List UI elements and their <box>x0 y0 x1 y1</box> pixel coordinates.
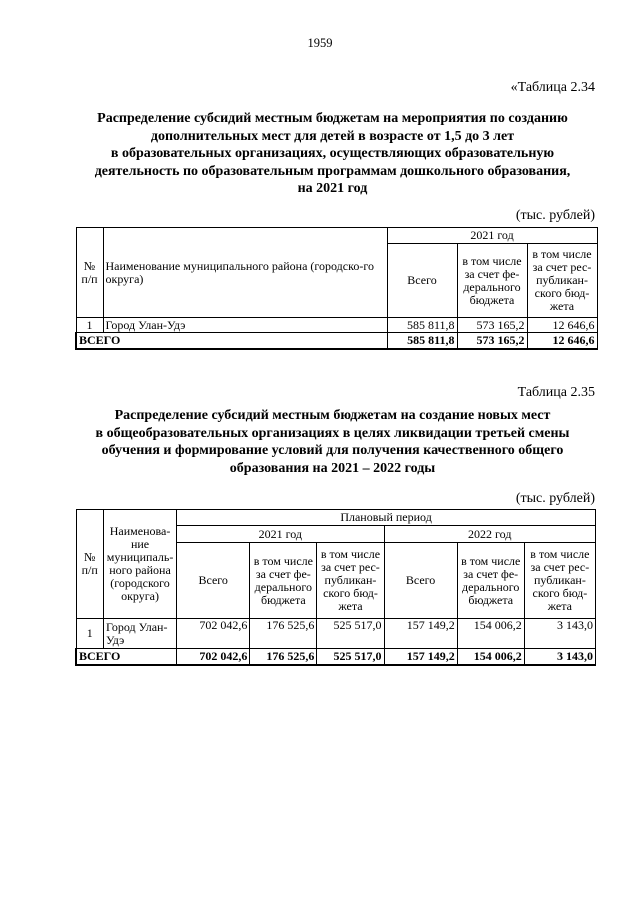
caption-line: образования на 2021 – 2022 годы <box>229 460 436 476</box>
total-federal-2021: 176 525,6 <box>250 649 317 665</box>
cell-num: 1 <box>76 619 103 649</box>
total-label: ВСЕГО <box>76 649 177 665</box>
cell-federal: 573 165,2 <box>457 318 527 333</box>
total-sum-2022: 157 149,2 <box>384 649 457 665</box>
caption-line: дополнительных мест для детей в возрасте от 1,5 до 3 лет <box>150 128 515 144</box>
caption-line: обучения и формирование условий для получения качественного общего <box>101 443 564 458</box>
cell-num: 1 <box>76 318 103 333</box>
total-sum: 585 811,8 <box>387 333 457 349</box>
page-number: 1959 <box>307 36 333 50</box>
caption-line: Распределение субсидий местным бюджетам на мероприятия по созданию <box>97 111 568 126</box>
table-label-2-35: Таблица 2.35 <box>517 385 595 400</box>
caption-line: на 2021 год <box>297 181 368 196</box>
header-federal-2022: в том числе за счет фе-дерального бюджета <box>457 543 524 619</box>
table-caption-2-34 <box>70 110 595 198</box>
header-period: Плановый период <box>177 510 596 526</box>
header-year: 2021 год <box>387 228 597 244</box>
caption-line: в общеобразовательных организациях в целях ликвидации третьей смены <box>95 425 570 441</box>
header-name: Наименование муниципального района (городско-го округа) <box>103 228 387 318</box>
cell-republic-2022: 3 143,0 <box>524 619 595 649</box>
cell-federal-2022: 154 006,2 <box>457 619 524 649</box>
header-num: № п/п <box>76 228 103 318</box>
unit-label: (тыс. рублей) <box>515 491 595 506</box>
cell-total-2021: 702 042,6 <box>177 619 250 649</box>
header-total-2022: Всего <box>384 543 457 619</box>
total-row <box>76 649 596 665</box>
total-row <box>76 333 597 349</box>
total-sum-2021: 702 042,6 <box>177 649 250 665</box>
total-label: ВСЕГО <box>76 333 387 349</box>
header-total: Всего <box>387 244 457 318</box>
header-name: Наименова-ние муниципаль-ного района (городского округа) <box>103 510 176 619</box>
caption-line: деятельность по образовательным программам дошкольного образования, <box>94 163 571 179</box>
header-federal: в том числе за счет фе-дерального бюджета <box>457 244 527 318</box>
unit-label: (тыс. рублей) <box>515 208 595 223</box>
cell-republic: 12 646,6 <box>527 318 597 333</box>
subsidy-table-2-34 <box>75 227 598 350</box>
total-republic-2021: 525 517,0 <box>317 649 384 665</box>
cell-federal-2021: 176 525,6 <box>250 619 317 649</box>
header-republic-2021: в том числе за счет рес-публикан-ского бюд-жета <box>317 543 384 619</box>
table-row <box>76 619 596 649</box>
caption-line: Распределение субсидий местным бюджетам на создание новых мест <box>114 408 551 423</box>
table-label-2-34: «Таблица 2.34 <box>510 80 595 95</box>
header-republic: в том числе за счет рес-публикан-ского бюд-жета <box>527 244 597 318</box>
cell-total-2022: 157 149,2 <box>384 619 457 649</box>
cell-republic-2021: 525 517,0 <box>317 619 384 649</box>
header-num: № п/п <box>76 510 103 619</box>
header-republic-2022: в том числе за счет рес-публикан-ского бюд-жета <box>524 543 595 619</box>
caption-line: в образовательных организациях, осуществляющих образовательную <box>110 146 555 161</box>
table-caption-2-35 <box>70 407 595 477</box>
total-republic: 12 646,6 <box>527 333 597 349</box>
total-federal-2022: 154 006,2 <box>457 649 524 665</box>
header-year-2021: 2021 год <box>177 526 384 543</box>
subsidy-table-2-35 <box>75 509 596 666</box>
total-republic-2022: 3 143,0 <box>524 649 595 665</box>
cell-total: 585 811,8 <box>387 318 457 333</box>
table-row <box>76 318 597 333</box>
header-federal-2021: в том числе за счет фе-дерального бюджета <box>250 543 317 619</box>
header-year-2022: 2022 год <box>384 526 596 543</box>
header-total-2021: Всего <box>177 543 250 619</box>
total-federal: 573 165,2 <box>457 333 527 349</box>
cell-name: Город Улан-Удэ <box>103 619 176 649</box>
cell-name: Город Улан-Удэ <box>103 318 387 333</box>
